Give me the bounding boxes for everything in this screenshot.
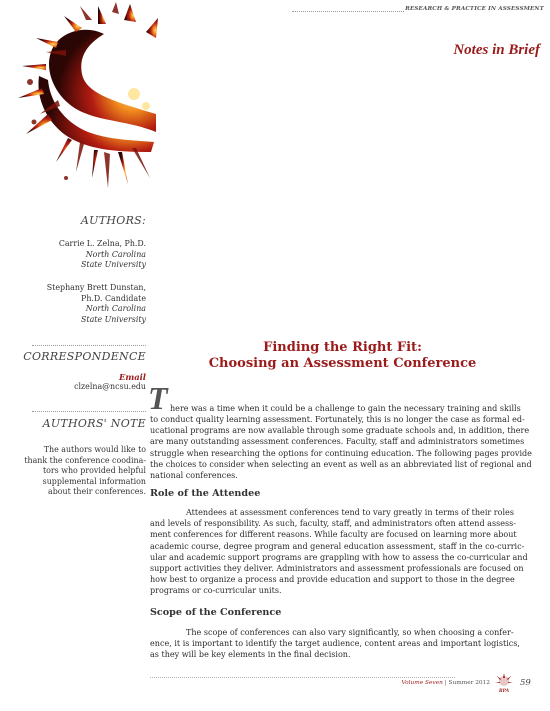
text-line: ucational programs are now available through some graduate schools and, in addition, there [150,426,530,436]
section-title: Notes in Brief [453,42,540,58]
author-name: Carrie L. Zelna, Ph.D. [58,239,146,248]
section2-paragraph [150,627,538,661]
journal-header: RESEARCH & PRACTICE IN ASSESSMENT [405,6,544,12]
section-heading-scope-of-conference: Scope of the Conference [150,607,282,618]
author-name: Stephany Brett Dunstan, [46,283,146,292]
correspondence-heading: CORRESPONDENCE [23,350,146,363]
section-heading-role-of-attendee: Role of the Attendee [150,488,261,499]
correspondence-block [6,372,146,393]
email-address[interactable]: clzelna@ncsu.edu [74,382,146,391]
page-number: 59 [520,678,531,688]
text-line: ular and academic support programs are grappling with how to assess the co-curricular and [150,552,528,562]
text-line: the choices to consider when selecting an event as well as an abbreviated list of regional and [150,459,532,469]
drop-cap: T [148,380,168,416]
article-title-line2: Choosing an Assessment Conference [208,356,477,371]
text-line: academic course, degree program and general education assessment, staff in the co-curric- [150,541,525,551]
footer-dotted-rule [150,677,455,678]
footer-separator: | [442,680,449,686]
text-line: ment conferences for different reasons. While faculty are focused on learning more about [150,530,517,540]
text-line: national conferences. [150,471,238,481]
note-line: tors who provided helpful [42,466,146,476]
text-line: are many outstanding assessment conferences. Faculty, staff and administrators sometimes [150,437,525,447]
footer-season: Summer 2012 [448,680,490,686]
author-stephany-dunstan [6,283,146,325]
decorative-splash-graphic [6,2,178,192]
author-affiliation: North Carolina [85,304,146,314]
text-line: ence, it is important to identify the target audience, content areas and important logistics, [150,639,520,649]
author-affiliation: State University [81,314,146,324]
sidebar-divider [32,411,146,412]
footer-volume: Volume Seven [401,680,443,686]
author-affiliation: North Carolina [85,249,146,259]
intro-first-line [170,403,536,414]
text-line: Attendees at assessment conferences tend to vary greatly in terms of their roles [186,508,514,517]
sidebar-divider [32,345,146,346]
text-line: here was a time when it could be a challenge to gain the necessary training and skills [170,404,521,413]
header-dotted-rule [292,11,404,12]
logo-text: RPA [498,688,510,694]
text-line: and levels of responsibility. As such, faculty, staff, and administrators often attend assess- [150,519,516,529]
authors-note-text [6,445,146,498]
text-line: struggle when researching the options for continuing education. The following pages provide [150,448,532,458]
text-line: support activities they deliver. Administrators and assessment professionals are focused on [150,564,524,574]
email-label: Email [118,372,146,382]
note-line: The authors would like to [43,445,146,454]
section1-paragraph [150,507,538,597]
footer-issue [370,680,490,686]
note-line: thank the conference coodina- [24,455,146,465]
author-title: Ph.D. Candidate [81,293,146,303]
rpa-logo-icon [491,672,517,694]
author-carrie-zelna [6,239,146,271]
article-title [150,340,535,372]
author-affiliation: State University [81,260,146,270]
text-line: how best to organize a process and provide education and support to those in the degree [150,575,515,585]
article-title-line1: Finding the Right Fit: [263,340,422,355]
authors-heading: AUTHORS: [80,214,146,227]
text-line: programs or co-curricular units. [150,586,282,596]
note-line: about their conferences. [47,487,146,497]
text-line: as they will be key elements in the final decision. [150,650,351,660]
intro-paragraph [150,414,538,481]
text-line: The scope of conferences can also vary significantly, so when choosing a confer- [186,628,514,637]
text-line: to conduct quality learning assessment. Fortunately, this is no longer the case as formal ed- [150,415,525,424]
note-line: supplemental information [42,476,146,486]
authors-note-heading: AUTHORS' NOTE [42,417,146,430]
